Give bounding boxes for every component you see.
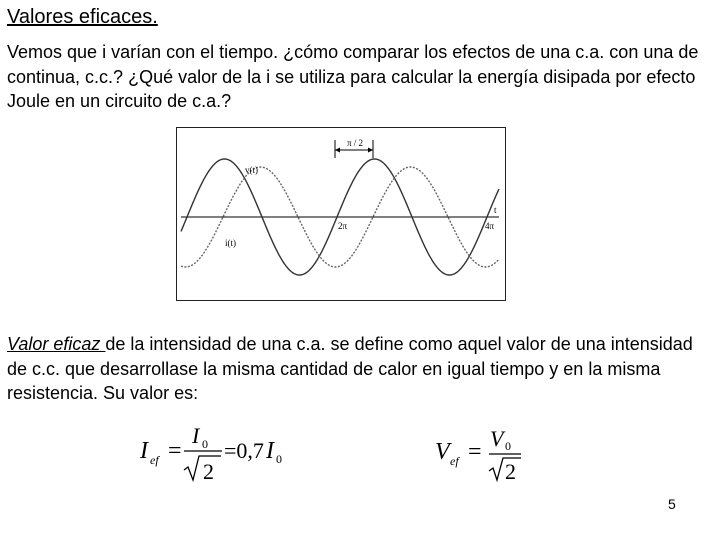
numerator-subscript: 0 xyxy=(505,439,511,453)
voltage-label: v(t) xyxy=(245,165,258,175)
lhs-symbol: V xyxy=(435,439,450,465)
sine-wave-plot xyxy=(177,128,505,300)
time-axis-label: t xyxy=(494,205,497,215)
intro-paragraph: Vemos que i varían con el tiempo. ¿cómo comparar los efectos de una c.a. con una de continua, c.c.? ¿Qué valor de la i se utiliza para calcular la energía disipada por efecto Joule en un circuito de c.a.? xyxy=(7,42,699,111)
lhs-subscript: ef xyxy=(150,453,159,467)
current-label: i(t) xyxy=(225,238,236,248)
definition-term: Valor eficaz xyxy=(7,334,106,354)
approx-value: =0,7 xyxy=(224,438,264,463)
definition-paragraph xyxy=(7,332,713,406)
numerator-symbol: V xyxy=(490,426,504,451)
equals-sign: = xyxy=(168,438,182,464)
equals-sign: = xyxy=(468,439,482,465)
current-rms-formula xyxy=(140,418,295,484)
numerator-subscript: 0 xyxy=(202,437,208,451)
numerator-symbol: I xyxy=(192,423,200,448)
lhs-symbol: I xyxy=(140,438,148,464)
approx-symbol: I xyxy=(266,438,274,464)
tick-label-4pi: 4π xyxy=(485,221,495,231)
radicand: 2 xyxy=(203,459,214,484)
phase-label: π / 2 xyxy=(347,138,364,148)
page-number: 5 xyxy=(668,496,676,512)
radicand: 2 xyxy=(505,459,516,484)
tick-label-2pi: 2π xyxy=(338,221,348,231)
approx-subscript: 0 xyxy=(276,452,282,466)
phase-arrowhead-left xyxy=(335,148,340,153)
voltage-rms-formula xyxy=(435,422,530,484)
sine-wave-figure xyxy=(176,127,506,301)
phase-arrowhead-right xyxy=(368,148,373,153)
definition-text: de la intensidad de una c.a. se define como aquel valor de una intensidad de c.c. que desarrollase la misma cantidad de calor en igual tiempo y en la misma resistencia. Su valor es: xyxy=(7,334,693,403)
slide-title: Valores eficaces. xyxy=(7,6,158,28)
lhs-subscript: ef xyxy=(450,454,459,468)
